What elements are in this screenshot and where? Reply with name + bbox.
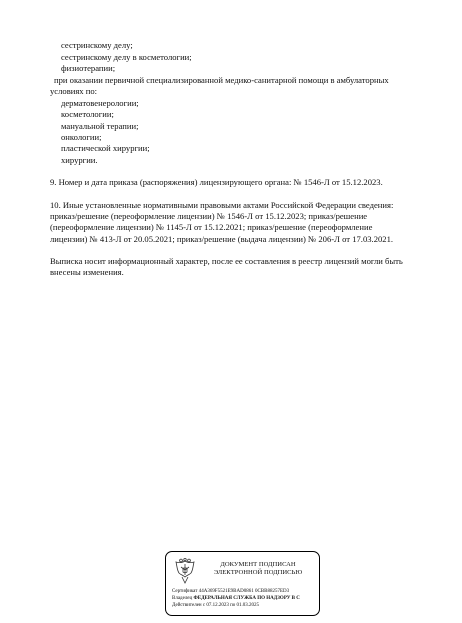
stamp-owner-prefix: Владелец xyxy=(172,596,193,601)
section-10-line: лицензии) № 413-Л от 20.05.2021; приказ/решение (выдача лицензии) № 206-Л от 17.03.2021. xyxy=(50,234,394,244)
list-item: онкологии; xyxy=(61,132,102,142)
notice-line: внесены изменения. xyxy=(50,267,124,277)
section-10-line: 10. Иные установленные нормативными правовыми актами Российской Федерации сведения: xyxy=(50,200,394,210)
list-item: пластической хирургии; xyxy=(61,143,150,153)
notice-line: Выписка носит информационный характер, после ее составления в реестр лицензий могли быть xyxy=(50,256,403,266)
list-item: мануальной терапии; xyxy=(61,121,139,131)
section-9: 9. Номер и дата приказа (распоряжения) лицензирующего органа: № 1546-Л от 15.12.2023. xyxy=(50,177,383,187)
list-item: физиотерапии; xyxy=(61,63,116,73)
stamp-validity: Действителен с 07.12.2023 по 01.03.2025 xyxy=(172,603,259,608)
section-10-line: (переоформление лицензии) № 1145-Л от 15.12.2021; приказ/решение (переоформление xyxy=(50,222,373,232)
stamp-subtitle: ЭЛЕКТРОННОЙ ПОДПИСЬЮ xyxy=(213,569,303,576)
coat-of-arms-icon xyxy=(174,558,196,585)
primary-care-line: условиях по: xyxy=(50,86,98,96)
list-item: косметологии; xyxy=(61,109,114,119)
list-item: сестринскому делу; xyxy=(61,40,133,50)
list-item: дерматовенерологии; xyxy=(61,98,139,108)
list-item: хирургии. xyxy=(61,155,98,165)
stamp-certificate: Сертификат 44A369F5521E9BAD0861 0CBB88257ED3 xyxy=(172,589,290,594)
stamp-owner-name: ФЕДЕРАЛЬНАЯ СЛУЖБА ПО НАДЗОРУ В С xyxy=(193,596,300,601)
stamp-owner xyxy=(172,596,300,602)
signature-stamp xyxy=(165,551,320,616)
primary-care-line: при оказании первичной специализированной медико-санитарной помощи в амбулаторных xyxy=(54,75,389,85)
stamp-title: ДОКУМЕНТ ПОДПИСАН xyxy=(220,561,296,568)
section-10-line: приказ/решение (переоформление лицензии) № 1546-Л от 15.12.2023; приказ/решение xyxy=(50,211,368,221)
list-item: сестринскому делу в косметологии; xyxy=(61,52,192,62)
